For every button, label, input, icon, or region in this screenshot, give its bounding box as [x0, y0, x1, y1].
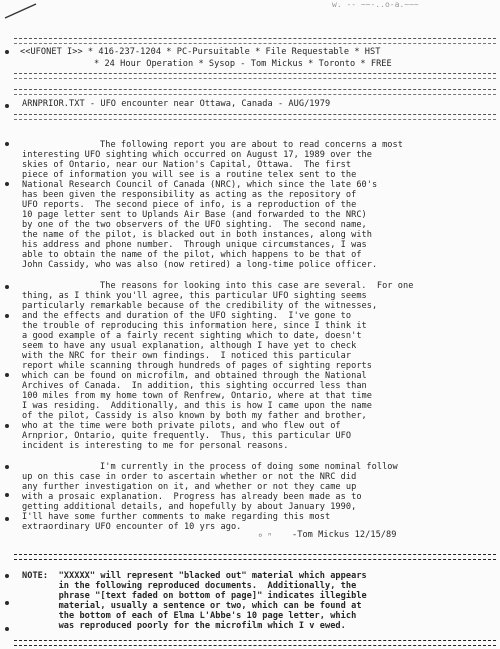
para-intro-line: National Research Council of Canada (NRC), which since the late 60's [22, 180, 378, 190]
para-intro-line: by one of the two observers of the UFO sighting. The second name, [22, 220, 367, 230]
punch-hole-mark [5, 142, 9, 146]
para-intro-line: 10 page letter sent to Uplands Air Base (and forwarded to the NRC) [22, 210, 367, 220]
note-line: phrase "[text faded on bottom of page]" indicates illegible [22, 591, 367, 601]
para-progress-line: I'll have some further comments to make regarding this most [22, 512, 331, 522]
para-reasons-line: which can be found on microfilm, and obtained through the National [22, 371, 367, 381]
para-intro-line: his address and phone number. Through unique circumstances, I was [22, 240, 367, 250]
para-reasons-line: who at the time were both private pilots, and who flew out of [22, 421, 341, 431]
punch-hole-mark [5, 493, 9, 497]
para-progress-line: extraordinary UFO encounter of 10 yrs ago. [22, 522, 242, 532]
header-bottom-rule [14, 73, 496, 79]
punch-hole-mark [5, 314, 9, 318]
para-reasons-line: the trouble of reproducing this information here, since I think it [22, 321, 367, 331]
punch-hole-mark [5, 601, 9, 605]
para-intro-line: able to obtain the name of the pilot, which happens to be that of [22, 250, 362, 260]
para-intro-line: has been given the responsibility as acting as the repository of [22, 190, 357, 200]
para-reasons-line: incident is interesting to me for personal reasons. [22, 441, 289, 451]
para-progress-line: with a prosaic explanation. Progress has already been made as to [22, 492, 362, 502]
punch-hole-mark [5, 627, 9, 631]
corner-pen-mark [2, 0, 42, 22]
note-line: in the following reproduced documents. Additionally, the [22, 581, 357, 591]
para-intro-line: interesting UFO sighting which occurred on August 17, 1989 over the [22, 150, 372, 160]
punch-hole-mark [5, 574, 9, 578]
note-line: the bottom of each of Elma L'Abbe's 10 page letter, which [22, 611, 357, 621]
header-top-rule [14, 38, 496, 44]
punch-hole-mark [5, 285, 9, 289]
para-reasons-line: 100 miles from my home town of Renfrew, Ontario, where at that time [22, 391, 372, 401]
top-edge-scribble: w. -- ~~-..o-a.~~~ [332, 0, 419, 9]
para-reasons-line: of the pilot, Cassidy is also known by both my father and brother, [22, 411, 367, 421]
para-progress-line: I'm currently in the process of doing some nominal follow [100, 462, 398, 472]
para-reasons-line: thing, as I think you'll agree, this particular UFO sighting seems [22, 291, 367, 301]
para-intro-line: skies of Ontario, near our Nation's Capital, Ottawa. The first [22, 160, 352, 170]
para-intro-line: UFO reports. The second piece of info, is a reproduction of the [22, 200, 357, 210]
note-top-rule [14, 554, 496, 560]
punch-hole-mark [5, 517, 9, 521]
para-reasons-line: The reasons for looking into this case are several. For one [100, 281, 414, 291]
para-progress-line: any further investigation on it, and whether or not they came up [22, 482, 357, 492]
para-intro-line: The following report you are about to read concerns a most [100, 140, 403, 150]
para-reasons-line: Archives of Canada. In addition, this sighting occurred less than [22, 381, 367, 391]
para-reasons-line: and the effects and duration of the UFO sighting. I've gone to [22, 311, 352, 321]
para-intro-line: John Cassidy, who was also (now retired) a long-time police officer. [22, 260, 378, 270]
para-progress-line: getting additional details, and hopefully by about January 1990, [22, 502, 357, 512]
punch-hole-mark [5, 50, 9, 54]
note-line: NOTE: "XXXXX" will represent "blacked out" material which appears [22, 571, 367, 581]
punch-hole-mark [5, 373, 9, 377]
punch-hole-mark [5, 465, 9, 469]
bbs-header-line-1: <<UFONET I>> * 416-237-1204 * PC-Pursuitable * File Requestable * HST [20, 47, 381, 57]
signature-smudge: ⸰ ⁿ [258, 531, 273, 540]
para-progress-line: up on this case in order to ascertain whether or not the NRC did [22, 472, 357, 482]
note-line: was reproduced poorly for the microfilm which I v ewed. [22, 621, 346, 631]
para-intro-line: the name of the pilot, is blacked out in both instances, along with [22, 230, 372, 240]
para-reasons-line: I was residing. Additionally, and this is how I came upon the name [22, 401, 372, 411]
para-reasons-line: Arnprior, Ontario, quite frequently. Thus, this particular UFO [22, 431, 352, 441]
title-top-rule [14, 89, 496, 95]
file-title: ARNPRIOR.TXT - UFO encounter near Ottawa, Canada - AUG/1979 [22, 99, 331, 109]
bbs-header-line-2: * 24 Hour Operation * Sysop - Tom Mickus * Toronto * FREE [94, 59, 392, 69]
para-reasons-line: a good example of a fairly recent sighting which to date, doesn't [22, 331, 362, 341]
title-bottom-rule [14, 114, 496, 120]
punch-hole-mark [5, 424, 9, 428]
note-bottom-rule [14, 640, 496, 646]
punch-hole-mark [5, 182, 9, 186]
para-reasons-line: seem to have any usual explanation, although I have yet to check [22, 341, 357, 351]
para-reasons-line: with the NRC for their own findings. I noticed this particular [22, 351, 352, 361]
punch-hole-mark [5, 104, 9, 108]
para-intro-line: piece of information you will see is a routine telex sent to the [22, 170, 357, 180]
para-reasons-line: particularly remarkable because of the credibility of the witnesses, [22, 301, 378, 311]
para-reasons-line: report while scanning through hundreds of pages of sighting reports [22, 361, 372, 371]
signature: -Tom Mickus 12/15/89 [292, 530, 397, 540]
note-line: material, usually a sentence or two, which can be found at [22, 601, 362, 611]
